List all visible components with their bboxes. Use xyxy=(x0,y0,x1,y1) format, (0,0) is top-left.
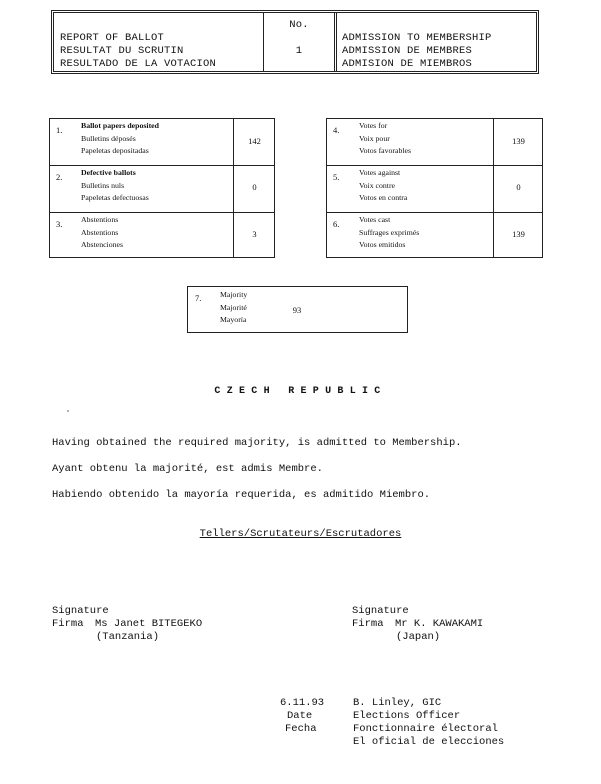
officer-name: B. Linley, GIC xyxy=(353,697,442,709)
teller-left-name: Ms Janet BITEGEKO xyxy=(95,618,203,630)
date-label-en: Date xyxy=(287,710,313,722)
teller-left-signature-label: Signature xyxy=(52,605,109,617)
row-number: 1. xyxy=(56,125,63,135)
label-es: Mayoría xyxy=(220,315,247,324)
label-fr: Bulletins déposés xyxy=(81,133,136,143)
label-en: Votes cast xyxy=(359,215,391,224)
ballot-number-cell xyxy=(264,13,337,71)
row-label xyxy=(359,214,419,252)
teller-right-firma-label: Firma xyxy=(352,618,384,630)
ballot-count-box xyxy=(49,118,275,258)
label-fr: Voix contre xyxy=(359,180,396,190)
count-row-ballots-deposited xyxy=(50,119,274,165)
label-fr: Abstentions xyxy=(81,227,119,237)
ballot-number-label: No. xyxy=(289,19,309,31)
country-name: CZECH REPUBLIC xyxy=(214,386,387,397)
row-number: 2. xyxy=(56,172,63,182)
row-number: 7. xyxy=(195,293,202,303)
count-row-votes-for xyxy=(327,119,542,165)
label-es: Votos emitidos xyxy=(359,240,406,249)
label-fr: Majorité xyxy=(220,302,247,312)
officer-title-en: Elections Officer xyxy=(353,710,461,722)
admission-title-fr: ADMISSION DE MEMBRES xyxy=(342,45,473,57)
report-title-cell xyxy=(54,13,264,71)
tellers-heading: Tellers/Scrutateurs/Escrutadores xyxy=(199,528,402,540)
label-en: Defective ballots xyxy=(81,168,136,177)
teller-right-country: (Japan) xyxy=(396,631,441,643)
majority-value: 93 xyxy=(292,305,302,315)
label-fr: Suffrages exprimés xyxy=(359,227,420,237)
row-value: 142 xyxy=(248,136,261,146)
label-es: Votos en contra xyxy=(359,193,408,202)
scan-speck xyxy=(67,410,69,412)
admission-statement-es: Habiendo obtenido la mayoría requerida, es admitido Miembro. xyxy=(52,489,431,501)
row-number: 6. xyxy=(333,219,340,229)
row-number: 5. xyxy=(333,172,340,182)
row-label xyxy=(81,214,123,252)
admission-statement-en: Having obtained the required majority, is admitted to Membership. xyxy=(52,437,462,449)
count-row-abstentions xyxy=(50,212,274,258)
admission-title-en: ADMISSION TO MEMBERSHIP xyxy=(342,32,492,44)
row-label xyxy=(81,120,159,158)
label-en: Abstentions xyxy=(81,215,119,224)
teller-left-firma-label: Firma xyxy=(52,618,84,630)
date-label-es: Fecha xyxy=(285,723,317,735)
row-number: 3. xyxy=(56,219,63,229)
teller-right-name: Mr K. KAWAKAMI xyxy=(395,618,484,630)
label-es: Papeletas defectuosas xyxy=(81,193,149,202)
row-label xyxy=(359,167,407,205)
majority-label xyxy=(220,289,247,327)
row-value: 0 xyxy=(252,182,257,192)
report-title-es: RESULTADO DE LA VOTACION xyxy=(60,58,217,70)
ballot-number-value: 1 xyxy=(295,45,303,57)
teller-left-country: (Tanzania) xyxy=(96,631,160,643)
row-label xyxy=(81,167,149,205)
count-row-votes-against xyxy=(327,165,542,212)
row-value: 139 xyxy=(512,136,525,146)
label-es: Votos favorables xyxy=(359,146,412,155)
row-number: 4. xyxy=(333,125,340,135)
row-label xyxy=(359,120,411,158)
row-value: 0 xyxy=(516,182,521,192)
label-es: Abstenciones xyxy=(81,240,124,249)
officer-title-fr: Fonctionnaire électoral xyxy=(353,723,498,735)
admission-title-es: ADMISION DE MIEMBROS xyxy=(342,58,473,70)
row-value: 139 xyxy=(512,229,525,239)
row-value: 3 xyxy=(252,229,257,239)
label-en: Votes for xyxy=(359,121,388,130)
label-en: Votes against xyxy=(359,168,401,177)
count-row-defective-ballots xyxy=(50,165,274,212)
teller-right-signature-label: Signature xyxy=(352,605,409,617)
vote-count-box xyxy=(326,118,543,258)
report-title-en: REPORT OF BALLOT xyxy=(60,32,165,44)
label-fr: Bulletins nuls xyxy=(81,180,125,190)
label-en: Ballot papers deposited xyxy=(81,121,159,130)
ballot-date-value: 6.11.93 xyxy=(280,697,325,709)
count-row-votes-cast xyxy=(327,212,542,258)
label-fr: Voix pour xyxy=(359,133,390,143)
majority-box xyxy=(187,286,408,333)
label-en: Majority xyxy=(220,290,248,299)
label-es: Papeletas depositadas xyxy=(81,146,149,155)
admission-title-cell xyxy=(337,13,536,71)
admission-statement-fr: Ayant obtenu la majorité, est admis Membre. xyxy=(52,463,323,475)
ballot-report-header xyxy=(51,10,539,74)
report-title-fr: RESULTAT DU SCRUTIN xyxy=(60,45,184,57)
officer-title-es: El oficial de elecciones xyxy=(353,736,505,748)
